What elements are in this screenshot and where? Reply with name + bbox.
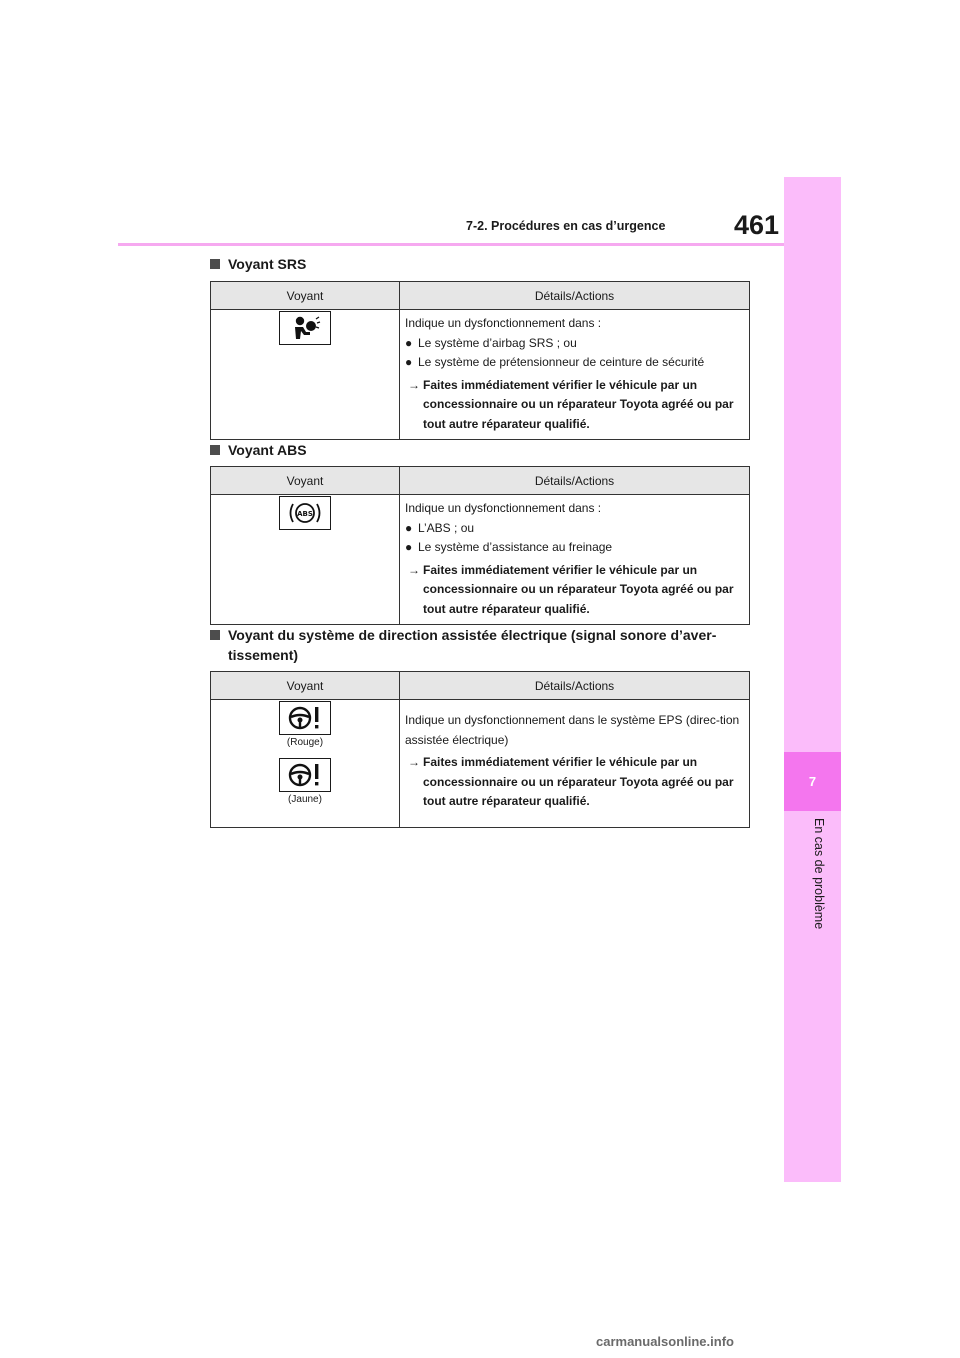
eps-indicator-table (210, 671, 750, 828)
table-header-row (211, 282, 750, 310)
column-header-voyant: Voyant (211, 282, 400, 310)
bullet-icon: ● (405, 520, 413, 535)
icon-cell (211, 700, 400, 828)
column-header-details: Détails/Actions (400, 467, 750, 495)
chapter-number: 7 (808, 774, 817, 789)
icon-caption-red: (Rouge) (286, 737, 324, 748)
watermark-link[interactable]: carmanualsonline.info (596, 1334, 734, 1349)
section-heading-eps (210, 625, 755, 665)
chapter-number-tab[interactable] (784, 752, 841, 811)
arrow-right-icon: → (408, 755, 420, 769)
column-header-voyant: Voyant (211, 672, 400, 700)
column-header-details: Détails/Actions (400, 672, 750, 700)
section-marker-icon (210, 445, 220, 455)
details-cell (400, 700, 750, 828)
steering-warning-icon-yellow (279, 758, 331, 792)
srs-indicator-table (210, 281, 750, 440)
table-row (211, 310, 750, 440)
running-header: 7-2. Procédures en cas d’urgence (466, 219, 666, 233)
arrow-right-icon: → (408, 377, 420, 392)
bullet-icon: ● (405, 335, 413, 350)
bullet-icon: ● (405, 355, 413, 369)
svg-text:ABS: ABS (297, 510, 313, 518)
section-heading-text: Voyant SRS (228, 256, 307, 272)
icon-caption-yellow: (Jaune) (288, 794, 322, 805)
details-intro: Indique un dysfonctionnement dans : (405, 501, 602, 515)
section-heading-text: Voyant ABS (228, 442, 307, 458)
list-item: ● Le système de prétensionneur de ceinture de sécurité (405, 353, 744, 373)
header-rule (118, 243, 784, 246)
steering-warning-icon-red (279, 701, 331, 735)
details-cell (400, 495, 750, 625)
section-marker-icon (210, 630, 220, 640)
action-instruction: → Faites immédiatement vérifier le véhicule par un concessionnaire ou un réparateur Toyota agréé ou par tout autre réparateur qualifié. (405, 376, 744, 435)
table-row (211, 495, 750, 625)
list-item: ● L’ABS ; ou (405, 519, 744, 539)
section-heading-srs (210, 254, 755, 274)
details-cell (400, 310, 750, 440)
action-instruction: → Faites immédiatement vérifier le véhicule par un concessionnaire ou un réparateur Toyota agréé ou par tout autre réparateur qualifié. (405, 561, 744, 620)
chapter-title: En cas de problème (812, 818, 826, 930)
table-header-row (211, 672, 750, 700)
abs-warning-icon (279, 496, 331, 530)
list-item: ● Le système d’assistance au freinage (405, 538, 744, 558)
icon-cell (211, 310, 400, 440)
action-instruction: → Faites immédiatement vérifier le véhicule par un concessionnaire ou un réparateur Toyota agréé ou par tout autre réparateur qualifié. (405, 753, 744, 812)
icon-cell (211, 495, 400, 625)
list-item: ● Le système d’airbag SRS ; ou (405, 334, 744, 354)
section-heading-abs (210, 440, 755, 460)
bullet-icon: ● (405, 540, 413, 554)
airbag-warning-icon (279, 311, 331, 345)
column-header-details: Détails/Actions (400, 282, 750, 310)
column-header-voyant: Voyant (211, 467, 400, 495)
chapter-side-strip (784, 177, 841, 1182)
arrow-right-icon: → (408, 562, 420, 577)
section-heading-text: Voyant du système de direction assistée électrique (signal sonore d’aver-tissement) (228, 627, 717, 663)
page-number: 461 (734, 210, 780, 240)
abs-indicator-table (210, 466, 750, 625)
details-intro: Indique un dysfonctionnement dans : (405, 316, 602, 330)
details-intro: Indique un dysfonctionnement dans le système EPS (direc-tion assistée électrique) (405, 713, 740, 747)
table-row (211, 700, 750, 828)
table-header-row (211, 467, 750, 495)
section-marker-icon (210, 259, 220, 269)
